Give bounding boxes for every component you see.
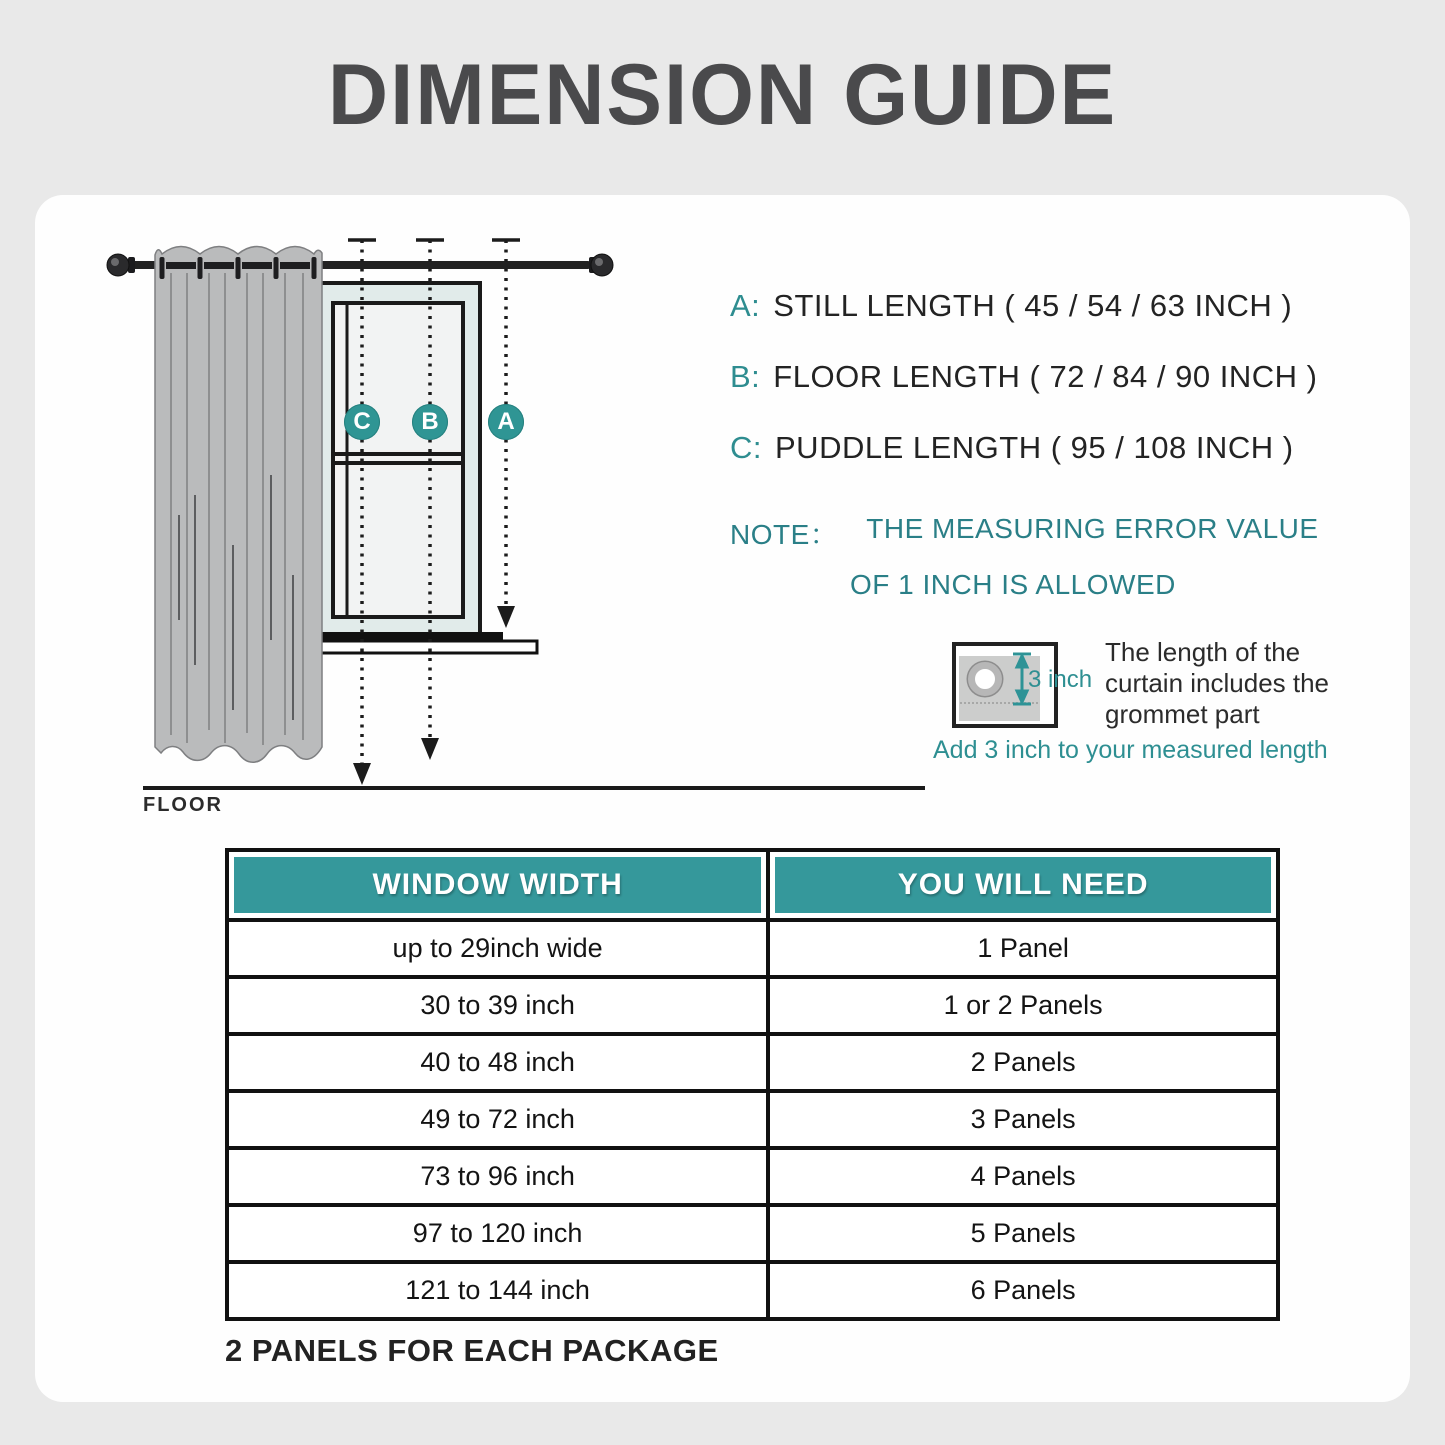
- floor-label: FLOOR: [143, 794, 223, 816]
- measuring-note: [730, 513, 1319, 601]
- note-text-1: THE MEASURING ERROR VALUE: [866, 513, 1319, 544]
- header-window-width: WINDOW WIDTH: [227, 850, 768, 920]
- panels-cell: 2 Panels: [768, 1034, 1278, 1091]
- table-row: [227, 920, 1278, 977]
- window-width-cell: 49 to 72 inch: [227, 1091, 768, 1148]
- length-b-letter: B:: [730, 359, 761, 394]
- window-width-cell: 97 to 120 inch: [227, 1205, 768, 1262]
- marker-b: B: [412, 404, 448, 440]
- length-definitions: [730, 288, 1317, 501]
- panels-cell: 1 Panel: [768, 920, 1278, 977]
- marker-a: A: [488, 404, 524, 440]
- marker-c: C: [344, 404, 380, 440]
- length-line-c: [730, 430, 1317, 501]
- grommet-diagram: [952, 642, 1093, 728]
- package-note: 2 PANELS FOR EACH PACKAGE: [225, 1333, 719, 1368]
- panel-count-table: [225, 848, 1280, 1321]
- table-row: [227, 1205, 1278, 1262]
- table-row: [227, 1034, 1278, 1091]
- note-text-2: OF 1 INCH IS ALLOWED: [850, 569, 1176, 600]
- table-header-row: [227, 850, 1278, 920]
- length-b-text: FLOOR LENGTH ( 72 / 84 / 90 INCH ): [773, 359, 1318, 394]
- note-line-1: [730, 513, 1319, 553]
- note-label: NOTE：: [730, 519, 839, 550]
- window-width-cell: 30 to 39 inch: [227, 977, 768, 1034]
- panels-cell: 1 or 2 Panels: [768, 977, 1278, 1034]
- header-you-will-need: YOU WILL NEED: [768, 850, 1278, 920]
- table-row: [227, 1148, 1278, 1205]
- window-width-cell: 40 to 48 inch: [227, 1034, 768, 1091]
- table-row: [227, 1091, 1278, 1148]
- table-row: [227, 1262, 1278, 1319]
- panels-cell: 5 Panels: [768, 1205, 1278, 1262]
- window-width-cell: 121 to 144 inch: [227, 1262, 768, 1319]
- length-a-text: STILL LENGTH ( 45 / 54 / 63 INCH ): [773, 288, 1293, 323]
- content-card: [35, 195, 1410, 1402]
- table-row: [227, 977, 1278, 1034]
- panels-cell: 4 Panels: [768, 1148, 1278, 1205]
- panels-cell: 3 Panels: [768, 1091, 1278, 1148]
- grommet-measure-label: 3 inch: [1028, 666, 1093, 693]
- grommet-ring-icon: [968, 662, 1002, 696]
- window-width-cell: 73 to 96 inch: [227, 1148, 768, 1205]
- panels-cell: 6 Panels: [768, 1262, 1278, 1319]
- grommet-tip: Add 3 inch to your measured length: [933, 736, 1328, 764]
- window-width-cell: up to 29inch wide: [227, 920, 768, 977]
- length-c-letter: C:: [730, 430, 762, 465]
- length-line-a: [730, 288, 1317, 359]
- length-c-text: PUDDLE LENGTH ( 95 / 108 INCH ): [775, 430, 1294, 465]
- page-title: DIMENSION GUIDE: [327, 47, 1118, 143]
- grommet-description: The length of the curtain includes the grommet part: [1105, 637, 1330, 730]
- length-a-letter: A:: [730, 288, 761, 323]
- length-line-b: [730, 359, 1317, 430]
